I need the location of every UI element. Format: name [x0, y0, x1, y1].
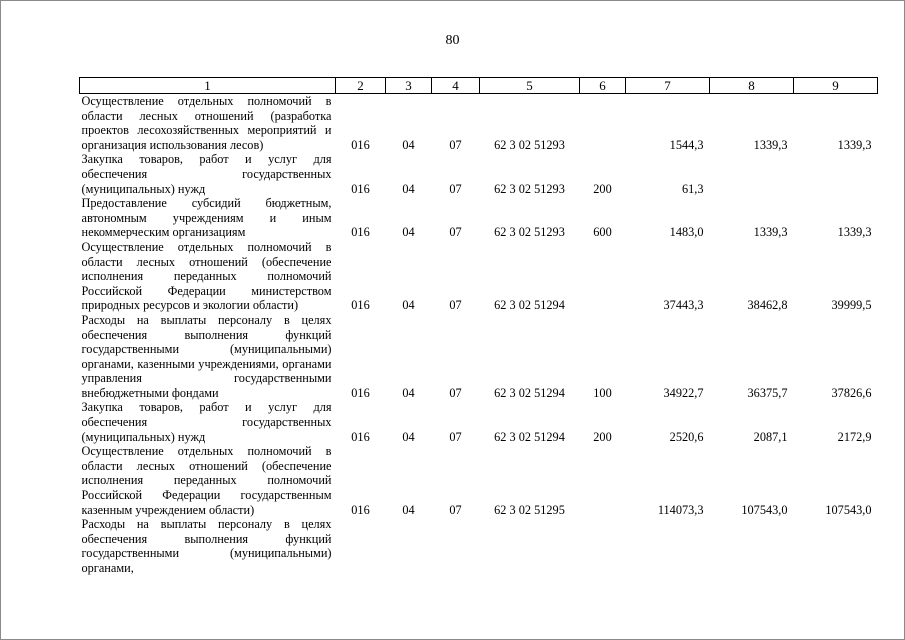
table-row [80, 152, 878, 196]
header-col-5: 5 [480, 78, 580, 94]
cell-amount-year3: 2172,9 [837, 429, 872, 444]
cell-amount-year2: 2087,1 [753, 429, 788, 444]
row-description: Закупка товаров, работ и услуг для обеспечения государственных (муниципальных) нужд [81, 400, 332, 444]
cell-expense-type [580, 94, 626, 153]
table-row [80, 313, 878, 401]
row-description: Закупка товаров, работ и услуг для обеспечения государственных (муниципальных) нужд [81, 152, 332, 196]
cell-amount-year1: 2520,6 [669, 429, 704, 444]
cell-subsection [432, 517, 480, 575]
header-col-3: 3 [386, 78, 432, 94]
cell-target-article: 62 3 02 51294 [494, 429, 565, 444]
row-description: Осуществление отдельных полномочий в области лесных отношений (обеспечение исполнения переданных полномочий Российской Федерации министерством природных ресурсов и экологии области) [81, 239, 332, 313]
cell-section [386, 517, 432, 575]
row-description: Расходы на выплаты персоналу в целях обеспечения выполнения функций государственными (муниципальными) органами, [81, 517, 332, 575]
cell-target-article: 62 3 02 51294 [494, 298, 565, 313]
table-header-row [80, 78, 878, 94]
header-col-6: 6 [580, 78, 626, 94]
cell-expense-type: 200 [593, 429, 612, 444]
header-col-2: 2 [336, 78, 386, 94]
cell-ministry: 016 [351, 385, 370, 400]
cell-expense-type: 600 [593, 225, 612, 240]
page-number: 80 [445, 33, 460, 48]
cell-section: 04 [402, 225, 415, 240]
cell-target-article: 62 3 02 51295 [494, 502, 565, 517]
table-row [80, 240, 878, 313]
cell-amount-year3: 37826,6 [831, 385, 872, 400]
cell-ministry: 016 [351, 429, 370, 444]
cell-expense-type: 100 [593, 385, 612, 400]
cell-section: 04 [402, 137, 415, 152]
cell-amount-year3 [794, 517, 878, 575]
header-col-4: 4 [432, 78, 480, 94]
cell-subsection: 07 [449, 137, 462, 152]
cell-section: 04 [402, 502, 415, 517]
cell-amount-year1: 37443,3 [663, 298, 704, 313]
cell-amount-year2: 38462,8 [747, 298, 788, 313]
cell-subsection: 07 [449, 385, 462, 400]
cell-expense-type: 200 [593, 181, 612, 196]
cell-amount-year1: 1544,3 [669, 137, 704, 152]
cell-target-article: 62 3 02 51293 [494, 225, 565, 240]
cell-amount-year1: 1483,0 [669, 225, 704, 240]
cell-section: 04 [402, 298, 415, 313]
table-row [80, 444, 878, 517]
table-row [80, 400, 878, 444]
header-col-7: 7 [626, 78, 710, 94]
header-col-1: 1 [80, 78, 336, 94]
cell-expense-type [580, 444, 626, 517]
cell-amount-year2: 1339,3 [753, 225, 788, 240]
table-row [80, 94, 878, 153]
table-row [80, 517, 878, 575]
cell-subsection: 07 [449, 181, 462, 196]
row-description: Расходы на выплаты персоналу в целях обеспечения выполнения функций государственными (муниципальными) органами, казенными учреждениями, органами управления государственными внебюджетными фондами [81, 312, 332, 400]
header-col-8: 8 [710, 78, 794, 94]
table-row [80, 196, 878, 240]
cell-amount-year2: 107543,0 [741, 502, 788, 517]
cell-amount-year2: 1339,3 [753, 137, 788, 152]
cell-subsection: 07 [449, 225, 462, 240]
cell-ministry: 016 [351, 181, 370, 196]
cell-amount-year1: 114073,3 [657, 502, 704, 517]
cell-amount-year3: 39999,5 [831, 298, 872, 313]
cell-subsection: 07 [449, 298, 462, 313]
row-description: Осуществление отдельных полномочий в области лесных отношений (обеспечение исполнения переданных полномочий Российской Федерации государственным казенным учреждением области) [81, 444, 332, 517]
cell-ministry: 016 [351, 502, 370, 517]
cell-target-article: 62 3 02 51294 [494, 385, 565, 400]
cell-amount-year3: 1339,3 [837, 137, 872, 152]
cell-target-article [480, 517, 580, 575]
cell-amount-year1: 61,3 [681, 181, 704, 196]
row-description: Предоставление субсидий бюджетным, автономным учреждениям и иным некоммерческим организациям [81, 196, 332, 240]
cell-subsection: 07 [449, 502, 462, 517]
cell-amount-year3: 1339,3 [837, 225, 872, 240]
cell-expense-type [580, 517, 626, 575]
cell-ministry [336, 517, 386, 575]
budget-table [79, 77, 878, 576]
cell-amount-year2: 36375,7 [747, 385, 788, 400]
cell-amount-year1 [626, 517, 710, 575]
cell-section: 04 [402, 429, 415, 444]
cell-target-article: 62 3 02 51293 [494, 181, 565, 196]
header-col-9: 9 [794, 78, 878, 94]
cell-amount-year3 [794, 152, 878, 196]
cell-section: 04 [402, 385, 415, 400]
cell-section: 04 [402, 181, 415, 196]
cell-expense-type [580, 240, 626, 313]
cell-subsection: 07 [449, 429, 462, 444]
cell-ministry: 016 [351, 298, 370, 313]
cell-amount-year2 [710, 517, 794, 575]
cell-amount-year3: 107543,0 [825, 502, 872, 517]
cell-ministry: 016 [351, 137, 370, 152]
cell-amount-year2 [710, 152, 794, 196]
cell-ministry: 016 [351, 225, 370, 240]
cell-amount-year1: 34922,7 [663, 385, 704, 400]
cell-target-article: 62 3 02 51293 [494, 137, 565, 152]
row-description: Осуществление отдельных полномочий в области лесных отношений (разработка проектов лесохозяйственных мероприятий и организация использования лесов) [81, 94, 332, 152]
